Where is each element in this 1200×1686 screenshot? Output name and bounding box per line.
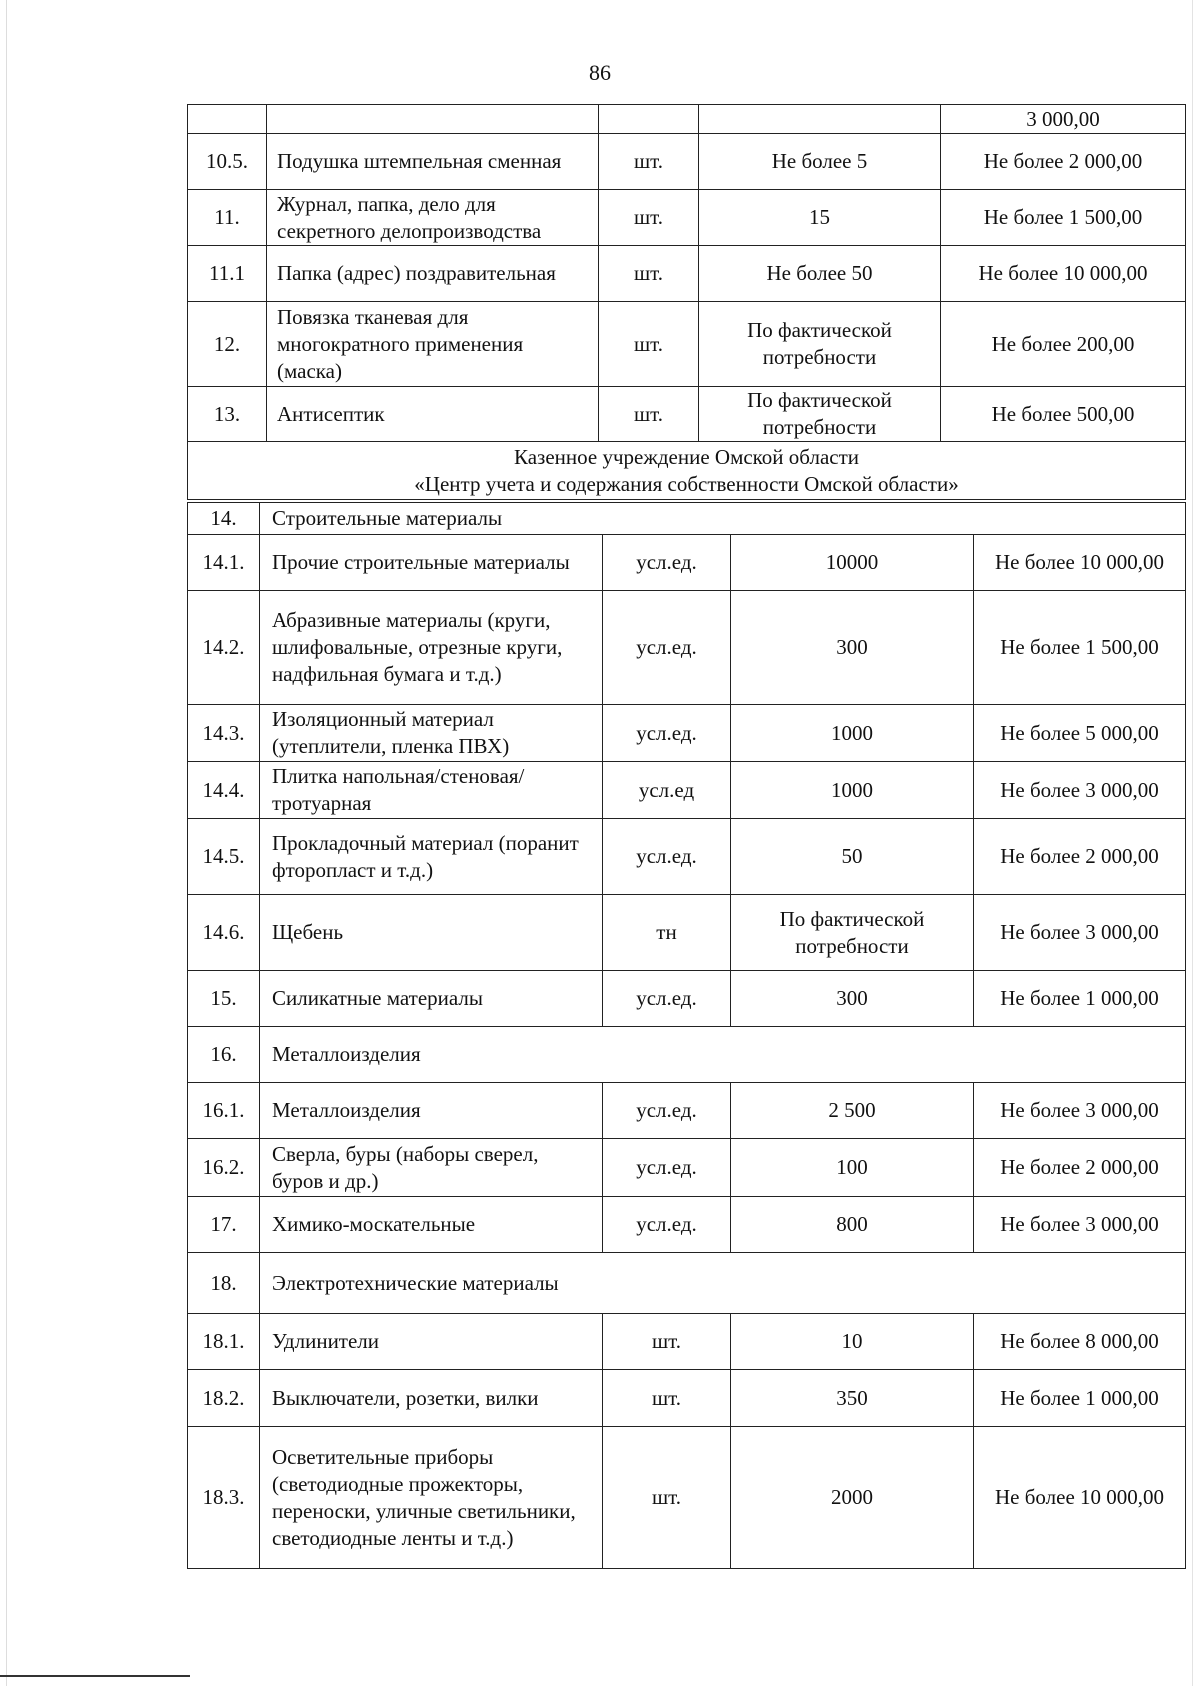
item-unit: усл.ед. — [603, 971, 731, 1027]
item-price: Не более 10 000,00 — [941, 246, 1186, 302]
item-quantity: Не более 50 — [699, 246, 941, 302]
item-unit: шт. — [599, 190, 699, 246]
table-row — [188, 762, 1186, 819]
item-name: Повязка тканевая для многократного применения (маска) — [267, 302, 599, 387]
item-price: Не более 10 000,00 — [974, 1427, 1186, 1569]
item-unit: шт. — [599, 302, 699, 387]
item-price: Не более 2 000,00 — [974, 1139, 1186, 1197]
item-quantity: По фактической потребности — [731, 895, 974, 971]
item-quantity: 1000 — [731, 762, 974, 819]
row-number: 14.5. — [188, 819, 260, 895]
item-name: Абразивные материалы (круги, шлифовальные, отрезные круги, надфильная бумага и т.д.) — [260, 591, 603, 705]
row-number: 14.1. — [188, 535, 260, 591]
table-row — [188, 1197, 1186, 1253]
row-number: 18. — [188, 1253, 260, 1314]
section-title-line-1: Казенное учреждение Омской области — [513, 444, 859, 469]
item-price: Не более 5 000,00 — [974, 705, 1186, 762]
group-row — [188, 1027, 1186, 1083]
table-row — [188, 1370, 1186, 1427]
row-number: 12. — [188, 302, 267, 387]
row-number: 14.3. — [188, 705, 260, 762]
item-price: Не более 1 000,00 — [974, 971, 1186, 1027]
item-unit: шт. — [603, 1314, 731, 1370]
table-row — [188, 246, 1186, 302]
item-name: Щебень — [260, 895, 603, 971]
table-row — [188, 535, 1186, 591]
row-number: 18.3. — [188, 1427, 260, 1569]
item-unit: усл.ед. — [603, 1139, 731, 1197]
table-row — [188, 971, 1186, 1027]
item-quantity: 50 — [731, 819, 974, 895]
item-quantity: 1000 — [731, 705, 974, 762]
item-price: Не более 1 500,00 — [941, 190, 1186, 246]
item-unit: усл.ед. — [603, 819, 731, 895]
row-number: 14.4. — [188, 762, 260, 819]
item-quantity: 15 — [699, 190, 941, 246]
item-quantity: 300 — [731, 591, 974, 705]
section-title-line-2: «Центр учета и содержания собственности Омской области» — [414, 471, 959, 496]
item-price: Не более 3 000,00 — [974, 1083, 1186, 1139]
row-number: 16.2. — [188, 1139, 260, 1197]
item-quantity: 100 — [731, 1139, 974, 1197]
item-unit: усл.ед. — [603, 535, 731, 591]
item-name: Изоляционный материал (утеплители, пленка ПВХ) — [260, 705, 603, 762]
table-row — [188, 1139, 1186, 1197]
group-name: Металлоизделия — [260, 1027, 1186, 1083]
table-row — [188, 134, 1186, 190]
item-price: Не более 1 500,00 — [974, 591, 1186, 705]
item-unit: усл.ед. — [603, 1197, 731, 1253]
item-name: Выключатели, розетки, вилки — [260, 1370, 603, 1427]
row-number: 15. — [188, 971, 260, 1027]
item-unit: усл.ед. — [603, 591, 731, 705]
row-number: 14.2. — [188, 591, 260, 705]
row-number: 17. — [188, 1197, 260, 1253]
row-number: 14. — [188, 503, 260, 535]
item-unit: тн — [603, 895, 731, 971]
item-quantity: По фактической потребности — [699, 387, 941, 442]
item-unit: шт. — [599, 134, 699, 190]
scan-edge-right — [1192, 0, 1193, 1686]
item-name: Папка (адрес) поздравительная — [267, 246, 599, 302]
row-number: 11. — [188, 190, 267, 246]
item-name: Сверла, буры (наборы сверел, буров и др.) — [260, 1139, 603, 1197]
row-number: 10.5. — [188, 134, 267, 190]
row-number: 18.2. — [188, 1370, 260, 1427]
table-row — [188, 705, 1186, 762]
item-unit: шт. — [599, 246, 699, 302]
item-quantity: 350 — [731, 1370, 974, 1427]
supplies-table — [187, 104, 1186, 500]
table-row — [188, 591, 1186, 705]
item-name: Прочие строительные материалы — [260, 535, 603, 591]
group-row — [188, 503, 1186, 535]
item-name: Химико-москательные — [260, 1197, 603, 1253]
item-unit: шт. — [599, 387, 699, 442]
section-title — [188, 442, 1186, 500]
item-quantity: Не более 5 — [699, 134, 941, 190]
row-number: 18.1. — [188, 1314, 260, 1370]
group-row — [188, 1253, 1186, 1314]
item-quantity — [699, 105, 941, 134]
item-name: Журнал, папка, дело для секретного делопроизводства — [267, 190, 599, 246]
item-name: Подушка штемпельная сменная — [267, 134, 599, 190]
item-name — [267, 105, 599, 134]
item-price: Не более 1 000,00 — [974, 1370, 1186, 1427]
item-name: Удлинители — [260, 1314, 603, 1370]
item-price: Не более 8 000,00 — [974, 1314, 1186, 1370]
item-unit: шт. — [603, 1427, 731, 1569]
item-quantity: 2 500 — [731, 1083, 974, 1139]
group-name: Строительные материалы — [260, 503, 1186, 535]
item-name: Прокладочный материал (поранит фторопласт и т.д.) — [260, 819, 603, 895]
item-price: Не более 3 000,00 — [974, 1197, 1186, 1253]
table-row — [188, 1427, 1186, 1569]
item-quantity: 300 — [731, 971, 974, 1027]
table-row — [188, 387, 1186, 442]
item-quantity: 2000 — [731, 1427, 974, 1569]
item-unit: усл.ед. — [603, 705, 731, 762]
table-row — [188, 819, 1186, 895]
item-unit — [599, 105, 699, 134]
table-row — [188, 105, 1186, 134]
table-row — [188, 302, 1186, 387]
item-quantity: 10 — [731, 1314, 974, 1370]
item-quantity: 800 — [731, 1197, 974, 1253]
item-name: Осветительные приборы (светодиодные прожекторы, переноски, уличные светильники, светодиодные ленты и т.д.) — [260, 1427, 603, 1569]
table-row — [188, 1314, 1186, 1370]
footer-rule — [0, 1675, 190, 1677]
page-number: 86 — [589, 60, 611, 85]
item-price: Не более 2 000,00 — [974, 819, 1186, 895]
row-number: 14.6. — [188, 895, 260, 971]
item-price: 3 000,00 — [941, 105, 1186, 134]
row-number — [188, 105, 267, 134]
item-price: Не более 3 000,00 — [974, 895, 1186, 971]
item-price: Не более 3 000,00 — [974, 762, 1186, 819]
item-quantity: По фактической потребности — [699, 302, 941, 387]
item-unit: шт. — [603, 1370, 731, 1427]
item-quantity: 10000 — [731, 535, 974, 591]
materials-table — [187, 502, 1186, 1569]
group-name: Электротехнические материалы — [260, 1253, 1186, 1314]
row-number: 11.1 — [188, 246, 267, 302]
row-number: 13. — [188, 387, 267, 442]
item-name: Силикатные материалы — [260, 971, 603, 1027]
item-name: Металлоизделия — [260, 1083, 603, 1139]
item-name: Антисептик — [267, 387, 599, 442]
item-name: Плитка напольная/стеновая/тротуарная — [260, 762, 603, 819]
section-header-row — [188, 442, 1186, 500]
item-price: Не более 500,00 — [941, 387, 1186, 442]
item-price: Не более 200,00 — [941, 302, 1186, 387]
item-unit: усл.ед. — [603, 1083, 731, 1139]
row-number: 16.1. — [188, 1083, 260, 1139]
table-row — [188, 1083, 1186, 1139]
row-number: 16. — [188, 1027, 260, 1083]
table-row — [188, 895, 1186, 971]
scan-edge-left — [6, 0, 7, 1686]
item-price: Не более 2 000,00 — [941, 134, 1186, 190]
table-row — [188, 190, 1186, 246]
item-price: Не более 10 000,00 — [974, 535, 1186, 591]
item-unit: усл.ед — [603, 762, 731, 819]
